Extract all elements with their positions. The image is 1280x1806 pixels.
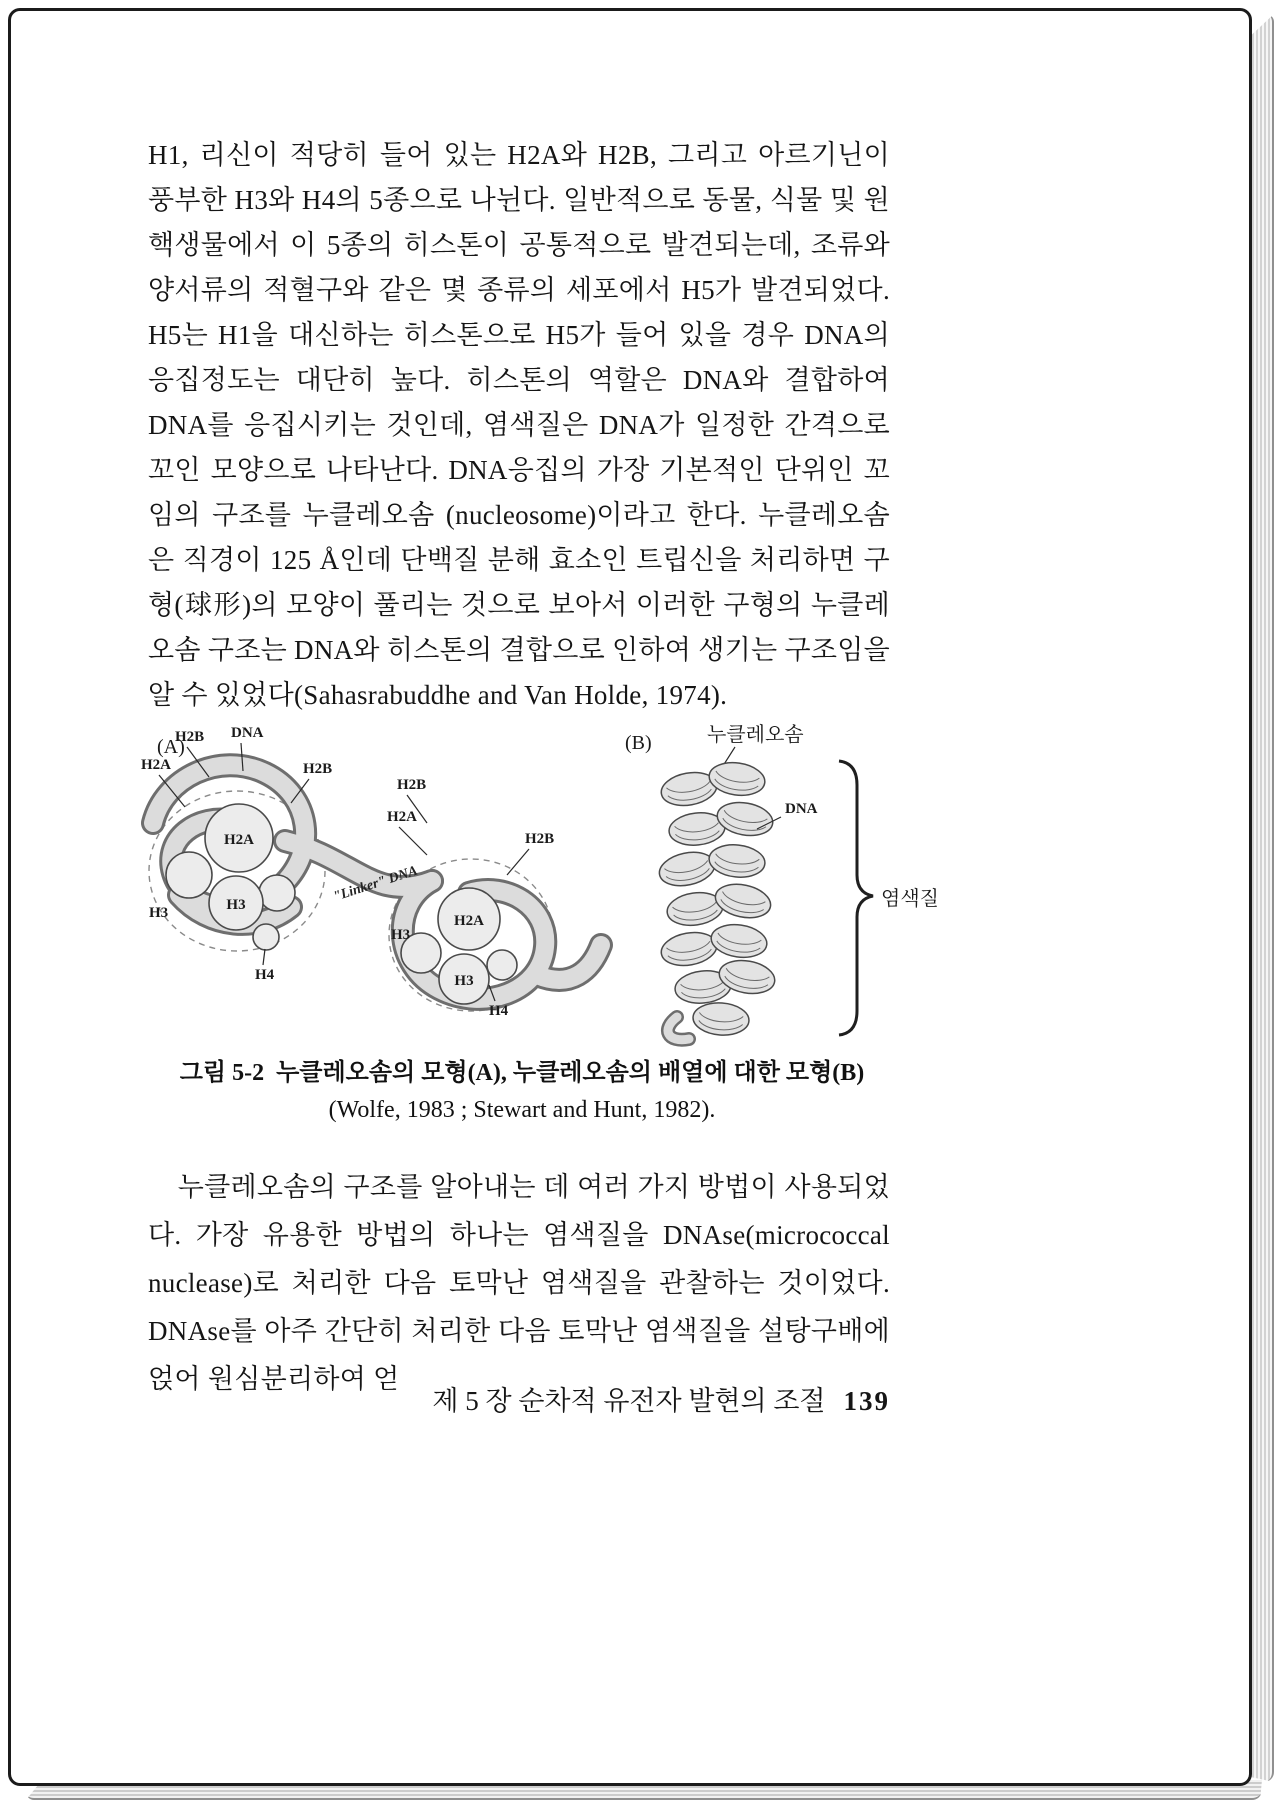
h4-label: H4 [489, 1003, 509, 1019]
figure-number: 그림 5-2 [179, 1060, 265, 1086]
h3-label: H3 [149, 905, 169, 921]
h2b-label: H2B [175, 729, 205, 745]
figure-panel-b-chromatin-fiber [617, 717, 957, 1053]
page-footer [148, 1379, 890, 1418]
chromatin-brace [839, 761, 873, 1035]
linker-dna-label: "Linker" DNA [331, 863, 420, 905]
dna-label: DNA [785, 801, 818, 817]
h3-label: H3 [226, 897, 246, 913]
h3-label: H3 [454, 973, 474, 989]
h2b-label: H2B [303, 761, 333, 777]
h2a-label: H2A [224, 832, 254, 848]
panel-b-label: (B) [625, 732, 652, 754]
body-paragraph-1: H1, 리신이 적당히 들어 있는 H2A와 H2B, 그리고 아르기닌이 풍부한 H3와 H4의 5종으로 나뉜다. 일반적으로 동물, 식물 및 원핵생물에서 이 5종의 히스톤이 공통적으로 발견되는데, 조류와 양서류의 적혈구와 같은 몇 종류의 세포에서 H5가 발견되었다. H5는 H1을 대신하는 히스톤으로 H5가 들어 있을 경우 DNA의 응집정도는 대단히 높다. 히스톤의 역할은 DNA와 결합하여 DNA를 응집시키는 것인데, 염색질은 DNA가 일정한 간격으로 꼬인 모양으로 나타난다. DNA응집의 가장 기본적인 단위인 꼬임의 구조를 누클레오솜 (nucleosome)이라고 한다. 누클레오솜은 직경이 125 Å인데 단백질 분해 효소인 트립신을 처리하면 구형(球形)의 모양이 풀리는 것으로 보아서 이러한 구형의 누클레오솜 구조는 DNA와 히스톤의 결합으로 인하여 생기는 구조임을 알 수 있었다(Sahasrabuddhe and Van Holde, 1974). [148, 140, 890, 710]
figure-caption-text: 누클레오솜의 모형(A), 누클레오솜의 배열에 대한 모형(B) [276, 1060, 865, 1086]
h4-label: H4 [255, 967, 275, 983]
panel-a-label: (A) [157, 736, 185, 758]
body-paragraph-2: 누클레오솜의 구조를 알아내는 데 여러 가지 방법이 사용되었다. 가장 유용한 방법의 하나는 염색질을 DNAse(micrococcal nuclease)로 처리한 다음 토막난 염색질을 관찰하는 것이었다. DNAse를 아주 간단히 처리한 다음 토막난 염색질을 설탕구배에 얹어 원심분리하여 얻 [148, 1172, 890, 1394]
h2a-label: H2A [141, 757, 171, 773]
figure-caption-line1 [151, 1055, 893, 1092]
figure-caption-source: (Wolfe, 1983 ; Stewart and Hunt, 1982). [328, 1097, 716, 1123]
nucleosome-stack [656, 759, 777, 1039]
h2a-label: H2A [454, 913, 484, 929]
histone-sphere [259, 875, 295, 911]
chapter-title: 제 5 장 순차적 유전자 발현의 조절 [432, 1386, 826, 1416]
book-page [8, 8, 1252, 1786]
figure-caption [151, 1055, 893, 1129]
h3-label: H3 [391, 927, 411, 943]
page-number: 139 [843, 1386, 890, 1416]
histone-sphere-h4 [253, 924, 279, 950]
h2b-label: H2B [397, 777, 427, 793]
figure-panel-a-nucleosome-model [139, 723, 619, 1045]
histone-sphere [166, 852, 212, 898]
dna-label: DNA [231, 725, 264, 741]
h2a-label: H2A [387, 809, 417, 825]
nucleosome-label: 누클레오솜 [707, 724, 804, 746]
h2b-label: H2B [525, 831, 555, 847]
chromatin-label: 염색질 [881, 888, 939, 910]
histone-sphere [487, 950, 517, 980]
